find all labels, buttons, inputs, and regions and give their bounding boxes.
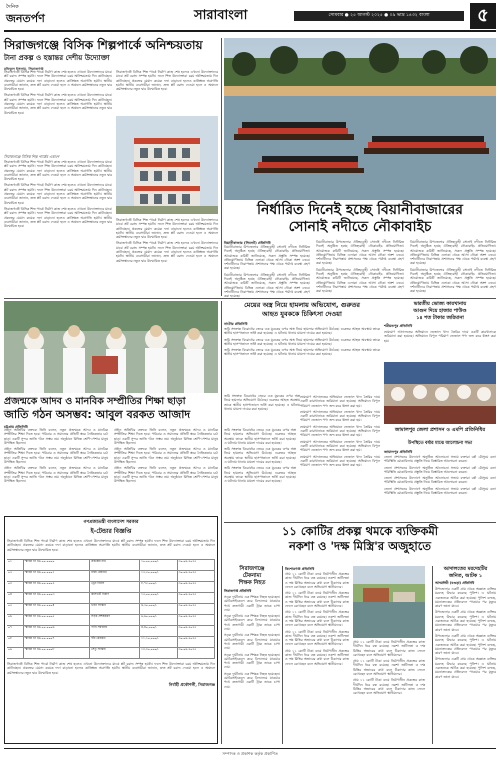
story1-body-col4: সিরাজগঞ্জে বিসিক শিল্প পার্কে নির্মাণ কাজ শেষ হলেও এখনো উদ্যোক্তাদের মাঝে প্লট বরাদ্দ সম্পন্ন হয়নি। ফলে শিল্প উদ্যোক্তারা চরম অনিশ্চয়তায় দিন কাটাচ্ছেন। প্রকল্পের মেয়াদ কয়েক দফা বাড়ানো হলেও কাঙ্ক্ষিত অগ্রগতি হয়নি। স্থানীয় ব্যবসায়ীরা জানান, দ্রুত প্লট বরাদ্দ দেওয়া হলে এ অঞ্চলে কর্মসংস্থানের নতুন দ্বার উন্মোচিত হবে। সিরাজগঞ্জে বিসিক শিল্প পার্কে নির্মাণ কাজ শেষ হলেও এখনো উদ্যোক্তাদের মাঝে প্লট বরাদ্দ সম্পন্ন হয়নি। ফলে শিল্প উদ্যোক্তারা চরম অনিশ্চয়তায় দিন কাটাচ্ছেন। প্রকল্পের মেয়াদ কয়েক দফা বাড়ানো হলেও কাঙ্ক্ষিত অগ্রগতি হয়নি। স্থানীয় ব্যবসায়ীরা জানান, দ্রুত প্লট বরাদ্দ দেওয়া হলে এ অঞ্চলে কর্মসংস্থানের নতুন দ্বার উন্মোচিত হবে। <box>116 218 218 263</box>
cell: স্মারক নং ৪৬.০০.০০০০ <box>24 560 91 570</box>
story5-body: ভ্রাম্যমাণ আদালতের অভিযানে ভেজাল খাদ্য তৈরির দায়ে একটি কারখানাকে জরিমানা করা হয়েছে। অভিযানে বিপুল পরিমাণ ভেজাল পণ্য জব্দ করে ধ্বংস করা হয়। <box>384 330 496 343</box>
story2-body-col3: বিয়ানীবাজার উপজেলার ঐতিহ্যবাহী সোনাই নদীতে নির্ধারিত দিনেই অনুষ্ঠিত হচ্ছে ঐতিহ্যবাহী নৌকাবাইচ প্রতিযোগিতা। আয়োজক কমিটি জানিয়েছে, সকল প্রস্তুতি সম্পন্ন হয়েছে। প্রতিযোগিতায় বিভিন্ন এলাকা থেকে আসা নৌকা অংশ নেবে। দর্শনার্থীদের নিরাপত্তায় প্রশাসনের পক্ষ থেকে পর্যাপ্ত ব্যবস্থা গ্রহণ করা হয়েছে। বিয়ানীবাজার উপজেলার ঐতিহ্যবাহী সোনাই নদীতে নির্ধারিত দিনেই অনুষ্ঠিত হচ্ছে ঐতিহ্যবাহী নৌকাবাইচ প্রতিযোগিতা। আয়োজক কমিটি জানিয়েছে, সকল প্রস্তুতি সম্পন্ন হয়েছে। প্রতিযোগিতায় বিভিন্ন এলাকা থেকে আসা নৌকা অংশ নেবে। দর্শনার্থীদের নিরাপত্তায় প্রশাসনের পক্ষ থেকে পর্যাপ্ত ব্যবস্থা গ্রহণ করা হয়েছে। <box>410 240 496 294</box>
tender-notice <box>4 516 218 744</box>
story8-headline-line2: টেকনাম্য <box>242 573 262 579</box>
cell: কালভার্ট নির্মাণ <box>90 593 140 603</box>
cell: ১১,১০,০০০/- <box>140 637 177 647</box>
column-divider <box>221 301 222 744</box>
event-photo <box>4 301 218 393</box>
cell: স্মারক নং ৪৬.০০.০০০৪ <box>24 604 91 614</box>
story3-headline: প্রজন্মকে আদব ও মানবিক সম্প্রীতির শিক্ষা ছাড়া <box>4 396 186 407</box>
cell: ৩০-০৯-২০২৫ <box>178 604 215 614</box>
cell: ০৫ <box>7 604 24 614</box>
story7-byline: কিশোরগঞ্জ প্রতিনিধি <box>285 567 315 571</box>
brand-logo <box>6 4 52 30</box>
cell: স্মারক নং ৪৬.০০.০০০৬ <box>24 626 91 636</box>
story2-headline-line2: সোনাই নদীতে নৌকাবাইচ <box>288 219 432 235</box>
masthead <box>4 2 496 32</box>
story5-headline-line2: আগুন দিয়ে হাজার পাউণ্ড <box>413 308 467 314</box>
story4-body-col3: জমি সংক্রান্ত বিরোধের জেরে এক যুবকের ওপর অস্ত্র নিয়ে হামলার অভিযোগ উঠেছে। গুরুতর আহত অবস্থায় তাকে স্থানীয় হাসপাতালে ভর্তি করা হয়েছে। এ ঘটনায় থানায় মামলা দায়ের করা হয়েছে। জমি সংক্রান্ত বিরোধের জেরে এক যুবকের ওপর অস্ত্র নিয়ে হামলার অভিযোগ উঠেছে। গুরুতর আহত অবস্থায় তাকে স্থানীয় হাসপাতালে ভর্তি করা হয়েছে। এ ঘটনায় থানায় মামলা দায়ের করা হয়েছে। জমি সংক্রান্ত বিরোধের জেরে এক যুবকের ওপর অস্ত্র নিয়ে হামলার অভিযোগ উঠেছে। গুরুতর আহত অবস্থায় তাকে স্থানীয় হাসপাতালে ভর্তি করা হয়েছে। এ ঘটনায় থানায় মামলা দায়ের করা হয়েছে। <box>224 428 296 484</box>
cell: ০৪ <box>7 593 24 603</box>
cell: পানি সরবরাহ <box>90 626 140 636</box>
story-teacher <box>224 566 280 744</box>
story9-body: উপজেলার একটি গ্রাম থেকে অজ্ঞাত ব্যক্তির মরদেহ উদ্ধার করেছে পুলিশ। এ ঘটনায় একজনকে আটক করা হয়েছে। পুলিশ বলছে, ময়নাতদন্তের প্রতিবেদন পাওয়ার পর মৃত্যুর কারণ জানা যাবে। উপজেলার একটি গ্রাম থেকে অজ্ঞাত ব্যক্তির মরদেহ উদ্ধার করেছে পুলিশ। এ ঘটনায় একজনকে আটক করা হয়েছে। পুলিশ বলছে, ময়নাতদন্তের প্রতিবেদন পাওয়ার পর মৃত্যুর কারণ জানা যাবে। উপজেলার একটি গ্রাম থেকে অজ্ঞাত ব্যক্তির মরদেহ উদ্ধার করেছে পুলিশ। এ ঘটনায় একজনকে আটক করা হয়েছে। পুলিশ বলছে, ময়নাতদন্তের প্রতিবেদন পাওয়ার পর মৃত্যুর কারণ জানা যাবে। উপজেলার একটি গ্রাম থেকে অজ্ঞাত ব্যক্তির মরদেহ উদ্ধার করেছে পুলিশ। এ ঘটনায় একজনকে আটক করা হয়েছে। পুলিশ বলছে, ময়নাতদন্তের প্রতিবেদন পাওয়ার পর মৃত্যুর কারণ জানা যাবে। <box>435 587 496 679</box>
story7-headline: ১১ কোটির প্রকল্প থমকে ব্যক্তিকমী <box>281 524 439 538</box>
notice-table <box>7 559 215 659</box>
story-factory-fine <box>384 301 496 361</box>
story1-headline: সিরাজগঞ্জে বিসিক শিল্পপার্কে অনিশ্চয়তায় <box>4 38 203 52</box>
story2-body: বিয়ানীবাজার উপজেলার ঐতিহ্যবাহী সোনাই নদীতে নির্ধারিত দিনেই অনুষ্ঠিত হচ্ছে ঐতিহ্যবাহী নৌকাবাইচ প্রতিযোগিতা। আয়োজক কমিটি জানিয়েছে, সকল প্রস্তুতি সম্পন্ন হয়েছে। প্রতিযোগিতায় বিভিন্ন এলাকা থেকে আসা নৌকা অংশ নেবে। দর্শনার্থীদের নিরাপত্তায় প্রশাসনের পক্ষ থেকে পর্যাপ্ত ব্যবস্থা গ্রহণ করা হয়েছে। বিয়ানীবাজার উপজেলার ঐতিহ্যবাহী সোনাই নদীতে নির্ধারিত দিনেই অনুষ্ঠিত হচ্ছে ঐতিহ্যবাহী নৌকাবাইচ প্রতিযোগিতা। আয়োজক কমিটি জানিয়েছে, সকল প্রস্তুতি সম্পন্ন হয়েছে। প্রতিযোগিতায় বিভিন্ন এলাকা থেকে আসা নৌকা অংশ নেবে। দর্শনার্থীদের নিরাপত্তায় প্রশাসনের পক্ষ থেকে পর্যাপ্ত ব্যবস্থা গ্রহণ করা হয়েছে। <box>224 245 310 299</box>
cell: ১২,৫০,০০০/- <box>140 571 177 581</box>
notice-title: ই-টেন্ডার বিজ্ঞপ্তি <box>90 528 132 535</box>
story5-headline-line3: ১৪ শত টাকার জরিমানা <box>416 315 464 321</box>
brand-small: দৈনিক <box>6 4 19 10</box>
story2-body-col2: বিয়ানীবাজার উপজেলার ঐতিহ্যবাহী সোনাই নদীতে নির্ধারিত দিনেই অনুষ্ঠিত হচ্ছে ঐতিহ্যবাহী নৌকাবাইচ প্রতিযোগিতা। আয়োজক কমিটি জানিয়েছে, সকল প্রস্তুতি সম্পন্ন হয়েছে। প্রতিযোগিতায় বিভিন্ন এলাকা থেকে আসা নৌকা অংশ নেবে। দর্শনার্থীদের নিরাপত্তায় প্রশাসনের পক্ষ থেকে পর্যাপ্ত ব্যবস্থা গ্রহণ করা হয়েছে। বিয়ানীবাজার উপজেলার ঐতিহ্যবাহী সোনাই নদীতে নির্ধারিত দিনেই অনুষ্ঠিত হচ্ছে ঐতিহ্যবাহী নৌকাবাইচ প্রতিযোগিতা। আয়োজক কমিটি জানিয়েছে, সকল প্রস্তুতি সম্পন্ন হয়েছে। প্রতিযোগিতায় বিভিন্ন এলাকা থেকে আসা নৌকা অংশ নেবে। দর্শনার্থীদের নিরাপত্তায় প্রশাসনের পক্ষ থেকে পর্যাপ্ত ব্যবস্থা গ্রহণ করা হয়েছে। <box>316 240 404 294</box>
story5-body-col2: ভ্রাম্যমাণ আদালতের অভিযানে ভেজাল খাদ্য তৈরির দায়ে একটি কারখানাকে জরিমানা করা হয়েছে। অভিযানে বিপুল পরিমাণ ভেজাল পণ্য জব্দ করে ধ্বংস করা হয়। ভ্রাম্যমাণ আদালতের অভিযানে ভেজাল খাদ্য তৈরির দায়ে একটি কারখানাকে জরিমানা করা হয়েছে। অভিযানে বিপুল পরিমাণ ভেজাল পণ্য জব্দ করে ধ্বংস করা হয়। ভ্রাম্যমাণ আদালতের অভিযানে ভেজাল খাদ্য তৈরির দায়ে একটি কারখানাকে জরিমানা করা হয়েছে। অভিযানে বিপুল পরিমাণ ভেজাল পণ্য জব্দ করে ধ্বংস করা হয়। ভ্রাম্যমাণ আদালতের অভিযানে ভেজাল খাদ্য তৈরির দায়ে একটি কারখানাকে জরিমানা করা হয়েছে। অভিযানে বিপুল পরিমাণ ভেজাল পণ্য জব্দ করে ধ্বংস করা হয়। ভ্রাম্যমাণ আদালতের অভিযানে ভেজাল খাদ্য তৈরির দায়ে একটি কারখানাকে জরিমানা করা হয়েছে। অভিযানে বিপুল পরিমাণ ভেজাল পণ্য জব্দ করে ধ্বংস করা হয়। <box>300 395 380 468</box>
story4-headline: মেয়ের অস্ত্র নিয়ে হামলায় অভিযোগ, গুরুতর <box>244 301 360 309</box>
cell: ০২ <box>7 571 24 581</box>
story7-headline-line2: নকশা ও 'দক্ষ মিস্ত্রি'র অজুহাতে <box>288 539 431 553</box>
story7-body-col2: প্রায় ১১ কোটি টাকা ব্যয়ে নির্মাণাধীন প্রকল্পের কাজ দীর্ঘদিন ধরে বন্ধ রয়েছে। নকশা জটিলতা ও দক্ষ মিস্ত্রির অভাবের কথা বলে ঠিকাদার কাজ ফেলে রেখেছেন বলে অভিযোগ স্থানীয়দের। প্রায় ১১ কোটি টাকা ব্যয়ে নির্মাণাধীন প্রকল্পের কাজ দীর্ঘদিন ধরে বন্ধ রয়েছে। নকশা জটিলতা ও দক্ষ মিস্ত্রির অভাবের কথা বলে ঠিকাদার কাজ ফেলে রেখেছেন বলে অভিযোগ স্থানীয়দের। প্রায় ১১ কোটি টাকা ব্যয়ে নির্মাণাধীন প্রকল্পের কাজ দীর্ঘদিন ধরে বন্ধ রয়েছে। নকশা জটিলতা ও দক্ষ মিস্ত্রির অভাবের কথা বলে ঠিকাদার কাজ ফেলে রেখেছেন বলে অভিযোগ স্থানীয়দের। <box>353 640 425 696</box>
story1-body-col2: সিরাজগঞ্জে বিসিক শিল্প পার্কে নির্মাণ কাজ শেষ হলেও এখনো উদ্যোক্তাদের মাঝে প্লট বরাদ্দ সম্পন্ন হয়নি। ফলে শিল্প উদ্যোক্তারা চরম অনিশ্চয়তায় দিন কাটাচ্ছেন। প্রকল্পের মেয়াদ কয়েক দফা বাড়ানো হলেও কাঙ্ক্ষিত অগ্রগতি হয়নি। স্থানীয় ব্যবসায়ীরা জানান, দ্রুত প্লট বরাদ্দ দেওয়া হলে এ অঞ্চলে কর্মসংস্থানের নতুন দ্বার উন্মোচিত হবে। <box>116 70 218 92</box>
story4-body-col2: জমি সংক্রান্ত বিরোধের জেরে এক যুবকের ওপর অস্ত্র নিয়ে হামলার অভিযোগ উঠেছে। গুরুতর আহত অবস্থায় তাকে স্থানীয় হাসপাতালে ভর্তি করা হয়েছে। এ ঘটনায় থানায় মামলা দায়ের করা হয়েছে। <box>224 394 300 411</box>
story2-headline: নির্ধারিত দিনেই হচ্ছে বিয়ানীবাজারের <box>257 202 463 218</box>
bisic-building-photo <box>116 116 218 214</box>
cell: ৯,৯০,০০০/- <box>140 615 177 625</box>
cell: ১০,০০,০০০/- <box>140 560 177 570</box>
cell: রাস্তা মেরামত <box>90 571 140 581</box>
story9-headline-line2: জনিত, আটক ১ <box>448 573 483 579</box>
story4-byline: নাটোর প্রতিনিধি <box>224 322 248 326</box>
cell: স্মারক নং ৪৬.০০.০০০৮ <box>24 648 91 658</box>
story1-byline: রফিকুল ইসলাম, সিরাজগঞ্জ <box>4 67 44 71</box>
brand-name: জনতর্পণ <box>6 12 45 25</box>
story-attack <box>224 301 380 393</box>
story8-byline: সিরাজগঞ্জ প্রতিনিধি <box>224 589 252 593</box>
story-meeting <box>300 395 496 521</box>
column-divider <box>221 38 222 296</box>
cell: স্মারক নং ৪৬.০০.০০০৩ <box>24 593 91 603</box>
date-bar: সোমবার ● ২৫ আগস্ট ২০২৫ ● ০৯ ভাদ্র ১৪৩২ বাংলা <box>294 11 464 21</box>
notice-signature: নির্বাহী প্রকৌশলী, সিরাজগঞ্জ <box>168 682 215 687</box>
story-project <box>224 524 496 564</box>
story5-headline: ভারতীয় ভোজ্য কারখানায় <box>413 301 467 307</box>
notice-intro: সিরাজগঞ্জে বিসিক শিল্প পার্কে নির্মাণ কাজ শেষ হলেও এখনো উদ্যোক্তাদের মাঝে প্লট বরাদ্দ সম্পন্ন হয়নি। ফলে শিল্প উদ্যোক্তারা চরম অনিশ্চয়তায় দিন কাটাচ্ছেন। প্রকল্পের মেয়াদ কয়েক দফা বাড়ানো হলেও কাঙ্ক্ষিত অগ্রগতি হয়নি। স্থানীয় ব্যবসায়ীরা জানান, দ্রুত প্লট বরাদ্দ দেওয়া হলে এ অঞ্চলে কর্মসংস্থানের নতুন দ্বার উন্মোচিত হবে। <box>7 539 215 552</box>
story9-byline: আদমদিঘী (বগুড়া) প্রতিনিধি <box>435 581 475 585</box>
cell: ৩০-০৯-২০২৫ <box>178 560 215 570</box>
cell: প্রকল্পের নাম <box>90 560 140 570</box>
footer-text: সম্পাদক ও প্রকাশক কর্তৃক প্রকাশিত <box>222 751 278 756</box>
cell: ১৩,৩০,০০০/- <box>140 648 177 658</box>
cell: সড়ক প্রশস্তকরণ <box>90 615 140 625</box>
column-divider <box>282 566 283 744</box>
story1-caption: সিরাজগঞ্জে বিসিক শিল্প পার্কের একাংশ <box>4 155 60 159</box>
story8-headline-line3: শিক্ষক নিহত <box>238 580 266 586</box>
story3-headline-line2: জাতি গঠন অসম্ভব: আবুল বরকত আজাদ <box>4 408 191 421</box>
story1-body: সিরাজগঞ্জে বিসিক শিল্প পার্কে নির্মাণ কাজ শেষ হলেও এখনো উদ্যোক্তাদের মাঝে প্লট বরাদ্দ সম্পন্ন হয়নি। ফলে শিল্প উদ্যোক্তারা চরম অনিশ্চয়তায় দিন কাটাচ্ছেন। প্রকল্পের মেয়াদ কয়েক দফা বাড়ানো হলেও কাঙ্ক্ষিত অগ্রগতি হয়নি। স্থানীয় ব্যবসায়ীরা জানান, দ্রুত প্লট বরাদ্দ দেওয়া হলে এ অঞ্চলে কর্মসংস্থানের নতুন দ্বার উন্মোচিত হবে। সিরাজগঞ্জে বিসিক শিল্প পার্কে নির্মাণ কাজ শেষ হলেও এখনো উদ্যোক্তাদের মাঝে প্লট বরাদ্দ সম্পন্ন হয়নি। ফলে শিল্প উদ্যোক্তারা চরম অনিশ্চয়তায় দিন কাটাচ্ছেন। প্রকল্পের মেয়াদ কয়েক দফা বাড়ানো হলেও কাঙ্ক্ষিত অগ্রগতি হয়নি। স্থানীয় ব্যবসায়ীরা জানান, দ্রুত প্লট বরাদ্দ দেওয়া হলে এ অঞ্চলে কর্মসংস্থানের নতুন দ্বার উন্মোচিত হবে। <box>4 70 112 115</box>
section-title: সারাবাংলা <box>194 8 248 23</box>
cell: ৪,৪০,০০০/- <box>140 626 177 636</box>
notice-header: গণপ্রজাতন্ত্রী বাংলাদেশ সরকার <box>83 520 139 525</box>
cell: ০৮ <box>7 637 24 647</box>
cell: ৮,৭৫,০০০/- <box>140 582 177 592</box>
cell: ৬,২০,০০০/- <box>140 604 177 614</box>
cell: ভবন সংস্কার <box>90 604 140 614</box>
cell: স্মারক নং ৪৬.০০.০০০২ <box>24 582 91 592</box>
cell: ৩০-০৯-২০২৫ <box>178 593 215 603</box>
cell: ড্রেন নির্মাণ <box>90 582 140 592</box>
cell: স্মারক নং ৪৬.০০.০০০৫ <box>24 615 91 625</box>
story2-byline: বিয়ানীবাজার (সিলেট) প্রতিনিধি <box>224 241 271 245</box>
story7-body: প্রায় ১১ কোটি টাকা ব্যয়ে নির্মাণাধীন প্রকল্পের কাজ দীর্ঘদিন ধরে বন্ধ রয়েছে। নকশা জটিলতা ও দক্ষ মিস্ত্রির অভাবের কথা বলে ঠিকাদার কাজ ফেলে রেখেছেন বলে অভিযোগ স্থানীয়দের। প্রায় ১১ কোটি টাকা ব্যয়ে নির্মাণাধীন প্রকল্পের কাজ দীর্ঘদিন ধরে বন্ধ রয়েছে। নকশা জটিলতা ও দক্ষ মিস্ত্রির অভাবের কথা বলে ঠিকাদার কাজ ফেলে রেখেছেন বলে অভিযোগ স্থানীয়দের। প্রায় ১১ কোটি টাকা ব্যয়ে নির্মাণাধীন প্রকল্পের কাজ দীর্ঘদিন ধরে বন্ধ রয়েছে। নকশা জটিলতা ও দক্ষ মিস্ত্রির অভাবের কথা বলে ঠিকাদার কাজ ফেলে রেখেছেন বলে অভিযোগ স্থানীয়দের। প্রায় ১১ কোটি টাকা ব্যয়ে নির্মাণাধীন প্রকল্পের কাজ দীর্ঘদিন ধরে বন্ধ রয়েছে। নকশা জটিলতা ও দক্ষ মিস্ত্রির অভাবের কথা বলে ঠিকাদার কাজ ফেলে রেখেছেন বলে অভিযোগ স্থানীয়দের। প্রায় ১১ কোটি টাকা ব্যয়ে নির্মাণাধীন প্রকল্পের কাজ দীর্ঘদিন ধরে বন্ধ রয়েছে। নকশা জটিলতা ও দক্ষ মিস্ত্রির অভাবের কথা বলে ঠিকাদার কাজ ফেলে রেখেছেন বলে অভিযোগ স্থানীয়দের। <box>285 572 349 666</box>
boat-race-photo <box>224 38 496 200</box>
story-body-found <box>432 566 496 744</box>
story6-headline-line2: উপস্থিতে বর্ষার মাঝে আলোচনা সভা <box>407 441 473 446</box>
story8-body: সড়ক দুর্ঘটনায় এক শিক্ষক নিহত হয়েছেন। মোটরসাইকেলে করে বিদ্যালয়ে যাওয়ার পথে দ্রুতগামী একটি ট্রাক তাকে চাপা দেয়। সড়ক দুর্ঘটনায় এক শিক্ষক নিহত হয়েছেন। মোটরসাইকেলে করে বিদ্যালয়ে যাওয়ার পথে দ্রুতগামী একটি ট্রাক তাকে চাপা দেয়। সড়ক দুর্ঘটনায় এক শিক্ষক নিহত হয়েছেন। মোটরসাইকেলে করে বিদ্যালয়ে যাওয়ার পথে দ্রুতগামী একটি ট্রাক তাকে চাপা দেয়। সড়ক দুর্ঘটনায় এক শিক্ষক নিহত হয়েছেন। মোটরসাইকেলে করে বিদ্যালয়ে যাওয়ার পথে দ্রুতগামী একটি ট্রাক তাকে চাপা দেয়। সড়ক দুর্ঘটনায় এক শিক্ষক নিহত হয়েছেন। মোটরসাইকেলে করে বিদ্যালয়ে যাওয়ার পথে দ্রুতগামী একটি ট্রাক তাকে চাপা দেয়। <box>224 595 280 689</box>
cell: বাঁধ মেরামত <box>90 637 140 647</box>
cell: ৩০-০৯-২০২৫ <box>178 648 215 658</box>
page-number: ৫ <box>470 3 496 29</box>
story6-byline: জামালপুর প্রতিনিধি <box>384 450 413 454</box>
cell: ০৯ <box>7 648 24 658</box>
cell: ০৩ <box>7 582 24 592</box>
cell: ৩০-০৯-২০২৫ <box>178 582 215 592</box>
story6-body: জেলা প্রশাসনের উদ্যোগে অনুষ্ঠিত আলোচনা সভায় বক্তারা বর্ষা মৌসুমে বন্যা পরিস্থিতি মোকাবিলায় প্রস্তুতি নিয়ে বিস্তারিত আলোচনা করেন। জেলা প্রশাসনের উদ্যোগে অনুষ্ঠিত আলোচনা সভায় বক্তারা বর্ষা মৌসুমে বন্যা পরিস্থিতি মোকাবিলায় প্রস্তুতি নিয়ে বিস্তারিত আলোচনা করেন। জেলা প্রশাসনের উদ্যোগে অনুষ্ঠিত আলোচনা সভায় বক্তারা বর্ষা মৌসুমে বন্যা পরিস্থিতি মোকাবিলায় প্রস্তুতি নিয়ে বিস্তারিত আলোচনা করেন। জেলা প্রশাসনের উদ্যোগে অনুষ্ঠিত আলোচনা সভায় বক্তারা বর্ষা মৌসুমে বন্যা পরিস্থিতি মোকাবিলায় প্রস্তুতি নিয়ে বিস্তারিত আলোচনা করেন। <box>384 455 496 496</box>
story1-body-col3: সিরাজগঞ্জে বিসিক শিল্প পার্কে নির্মাণ কাজ শেষ হলেও এখনো উদ্যোক্তাদের মাঝে প্লট বরাদ্দ সম্পন্ন হয়নি। ফলে শিল্প উদ্যোক্তারা চরম অনিশ্চয়তায় দিন কাটাচ্ছেন। প্রকল্পের মেয়াদ কয়েক দফা বাড়ানো হলেও কাঙ্ক্ষিত অগ্রগতি হয়নি। স্থানীয় ব্যবসায়ীরা জানান, দ্রুত প্লট বরাদ্দ দেওয়া হলে এ অঞ্চলে কর্মসংস্থানের নতুন দ্বার উন্মোচিত হবে। সিরাজগঞ্জে বিসিক শিল্প পার্কে নির্মাণ কাজ শেষ হলেও এখনো উদ্যোক্তাদের মাঝে প্লট বরাদ্দ সম্পন্ন হয়নি। ফলে শিল্প উদ্যোক্তারা চরম অনিশ্চয়তায় দিন কাটাচ্ছেন। প্রকল্পের মেয়াদ কয়েক দফা বাড়ানো হলেও কাঙ্ক্ষিত অগ্রগতি হয়নি। স্থানীয় ব্যবসায়ীরা জানান, দ্রুত প্লট বরাদ্দ দেওয়া হলে এ অঞ্চলে কর্মসংস্থানের নতুন দ্বার উন্মোচিত হবে। সিরাজগঞ্জে বিসিক শিল্প পার্কে নির্মাণ কাজ শেষ হলেও এখনো উদ্যোক্তাদের মাঝে প্লট বরাদ্দ সম্পন্ন হয়নি। ফলে শিল্প উদ্যোক্তারা চরম অনিশ্চয়তায় দিন কাটাচ্ছেন। প্রকল্পের মেয়াদ কয়েক দফা বাড়ানো হলেও কাঙ্ক্ষিত অগ্রগতি হয়নি। স্থানীয় ব্যবসায়ীরা জানান, দ্রুত প্লট বরাদ্দ দেওয়া হলে এ অঞ্চলে কর্মসংস্থানের নতুন দ্বার উন্মোচিত হবে। <box>4 160 112 229</box>
story5-byline: শরীয়তপুর প্রতিনিধি <box>384 324 413 328</box>
cell: স্মারক নং ৪৬.০০.০০০৭ <box>24 637 91 647</box>
horizontal-rule <box>4 298 496 299</box>
story1-subhead: টানা প্রকল্প ও হস্তান্তর দেশীয় উদ্যোক্তা <box>4 54 110 62</box>
cell: সেতু সংস্কার <box>90 648 140 658</box>
story8-headline: সিরাজগঞ্জে <box>239 566 265 572</box>
horizontal-rule <box>224 522 496 523</box>
cell: ৩০-০৯-২০২৫ <box>178 626 215 636</box>
cell: ৩০-০৯-২০২৫ <box>178 637 215 647</box>
story-boat-race <box>224 202 496 299</box>
cell: ৩০-০৯-২০২৫ <box>178 571 215 581</box>
story6-headline: জামালপুর জেলা প্রশাসন ও এমপি প্রতিনিধির <box>394 427 486 433</box>
cell: ০১ <box>7 560 24 570</box>
story3-body: প্রধান অতিথির বক্তব্যে তিনি বলেন, নতুন প্রজন্মকে আদব ও মানবিক সম্প্রীতির শিক্ষা দিতে হবে। পরিবার ও সমাজের প্রতিটি স্তরে নৈতিকতার চর্চা ছাড়া একটি সুন্দর জাতি গঠন সম্ভব নয়। অনুষ্ঠানে বিভিন্ন শ্রেণি-পেশার মানুষ উপস্থিত ছিলেন। প্রধান অতিথির বক্তব্যে তিনি বলেন, নতুন প্রজন্মকে আদব ও মানবিক সম্প্রীতির শিক্ষা দিতে হবে। পরিবার ও সমাজের প্রতিটি স্তরে নৈতিকতার চর্চা ছাড়া একটি সুন্দর জাতি গঠন সম্ভব নয়। অনুষ্ঠানে বিভিন্ন শ্রেণি-পেশার মানুষ উপস্থিত ছিলেন। প্রধান অতিথির বক্তব্যে তিনি বলেন, নতুন প্রজন্মকে আদব ও মানবিক সম্প্রীতির শিক্ষা দিতে হবে। পরিবার ও সমাজের প্রতিটি স্তরে নৈতিকতার চর্চা ছাড়া একটি সুন্দর জাতি গঠন সম্ভব নয়। অনুষ্ঠানে বিভিন্ন শ্রেণি-পেশার মানুষ উপস্থিত ছিলেন। <box>4 428 108 484</box>
story4-body: জমি সংক্রান্ত বিরোধের জেরে এক যুবকের ওপর অস্ত্র নিয়ে হামলার অভিযোগ উঠেছে। গুরুতর আহত অবস্থায় তাকে স্থানীয় হাসপাতালে ভর্তি করা হয়েছে। এ ঘটনায় থানায় মামলা দায়ের করা হয়েছে। জমি সংক্রান্ত বিরোধের জেরে এক যুবকের ওপর অস্ত্র নিয়ে হামলার অভিযোগ উঠেছে। গুরুতর আহত অবস্থায় তাকে স্থানীয় হাসপাতালে ভর্তি করা হয়েছে। এ ঘটনায় থানায় মামলা দায়ের করা হয়েছে। জমি সংক্রান্ত বিরোধের জেরে এক যুবকের ওপর অস্ত্র নিয়ে হামলার অভিযোগ উঠেছে। গুরুতর আহত অবস্থায় তাকে স্থানীয় হাসপাতালে ভর্তি করা হয়েছে। এ ঘটনায় থানায় মামলা দায়ের করা হয়েছে। <box>224 327 380 357</box>
cell: ০৭ <box>7 626 24 636</box>
footer <box>4 748 496 760</box>
cell: ৩০-০৯-২০২৫ <box>178 615 215 625</box>
cell: স্মারক নং ৪৬.০০.০০০১ <box>24 571 91 581</box>
cell: ১৫,০০,০০০/- <box>140 593 177 603</box>
cell: ০৬ <box>7 615 24 625</box>
story3-byline: চট্টগ্রাম প্রতিনিধি <box>4 425 28 429</box>
story4-headline-line2: আহত যুবককে চিকিৎসা দেওয়া <box>262 310 342 318</box>
story-bisic <box>4 38 218 296</box>
table-row <box>7 648 215 659</box>
flood-site-photo <box>353 566 425 638</box>
story9-headline: আদালতের মরদেহটির <box>443 566 488 572</box>
story-youth-ethics <box>4 396 218 514</box>
notice-footer-text: সিরাজগঞ্জে বিসিক শিল্প পার্কে নির্মাণ কাজ শেষ হলেও এখনো উদ্যোক্তাদের মাঝে প্লট বরাদ্দ সম্পন্ন হয়নি। ফলে শিল্প উদ্যোক্তারা চরম অনিশ্চয়তায় দিন কাটাচ্ছেন। প্রকল্পের মেয়াদ কয়েক দফা বাড়ানো হলেও কাঙ্ক্ষিত অগ্রগতি হয়নি। স্থানীয় ব্যবসায়ীরা জানান, দ্রুত প্লট বরাদ্দ দেওয়া হলে এ অঞ্চলে কর্মসংস্থানের নতুন দ্বার উন্মোচিত হবে। <box>7 662 215 675</box>
story3-body-col2: প্রধান অতিথির বক্তব্যে তিনি বলেন, নতুন প্রজন্মকে আদব ও মানবিক সম্প্রীতির শিক্ষা দিতে হবে। পরিবার ও সমাজের প্রতিটি স্তরে নৈতিকতার চর্চা ছাড়া একটি সুন্দর জাতি গঠন সম্ভব নয়। অনুষ্ঠানে বিভিন্ন শ্রেণি-পেশার মানুষ উপস্থিত ছিলেন। প্রধান অতিথির বক্তব্যে তিনি বলেন, নতুন প্রজন্মকে আদব ও মানবিক সম্প্রীতির শিক্ষা দিতে হবে। পরিবার ও সমাজের প্রতিটি স্তরে নৈতিকতার চর্চা ছাড়া একটি সুন্দর জাতি গঠন সম্ভব নয়। অনুষ্ঠানে বিভিন্ন শ্রেণি-পেশার মানুষ উপস্থিত ছিলেন। প্রধান অতিথির বক্তব্যে তিনি বলেন, নতুন প্রজন্মকে আদব ও মানবিক সম্প্রীতির শিক্ষা দিতে হবে। পরিবার ও সমাজের প্রতিটি স্তরে নৈতিকতার চর্চা ছাড়া একটি সুন্দর জাতি গঠন সম্ভব নয়। অনুষ্ঠানে বিভিন্ন শ্রেণি-পেশার মানুষ উপস্থিত ছিলেন। <box>114 428 218 484</box>
